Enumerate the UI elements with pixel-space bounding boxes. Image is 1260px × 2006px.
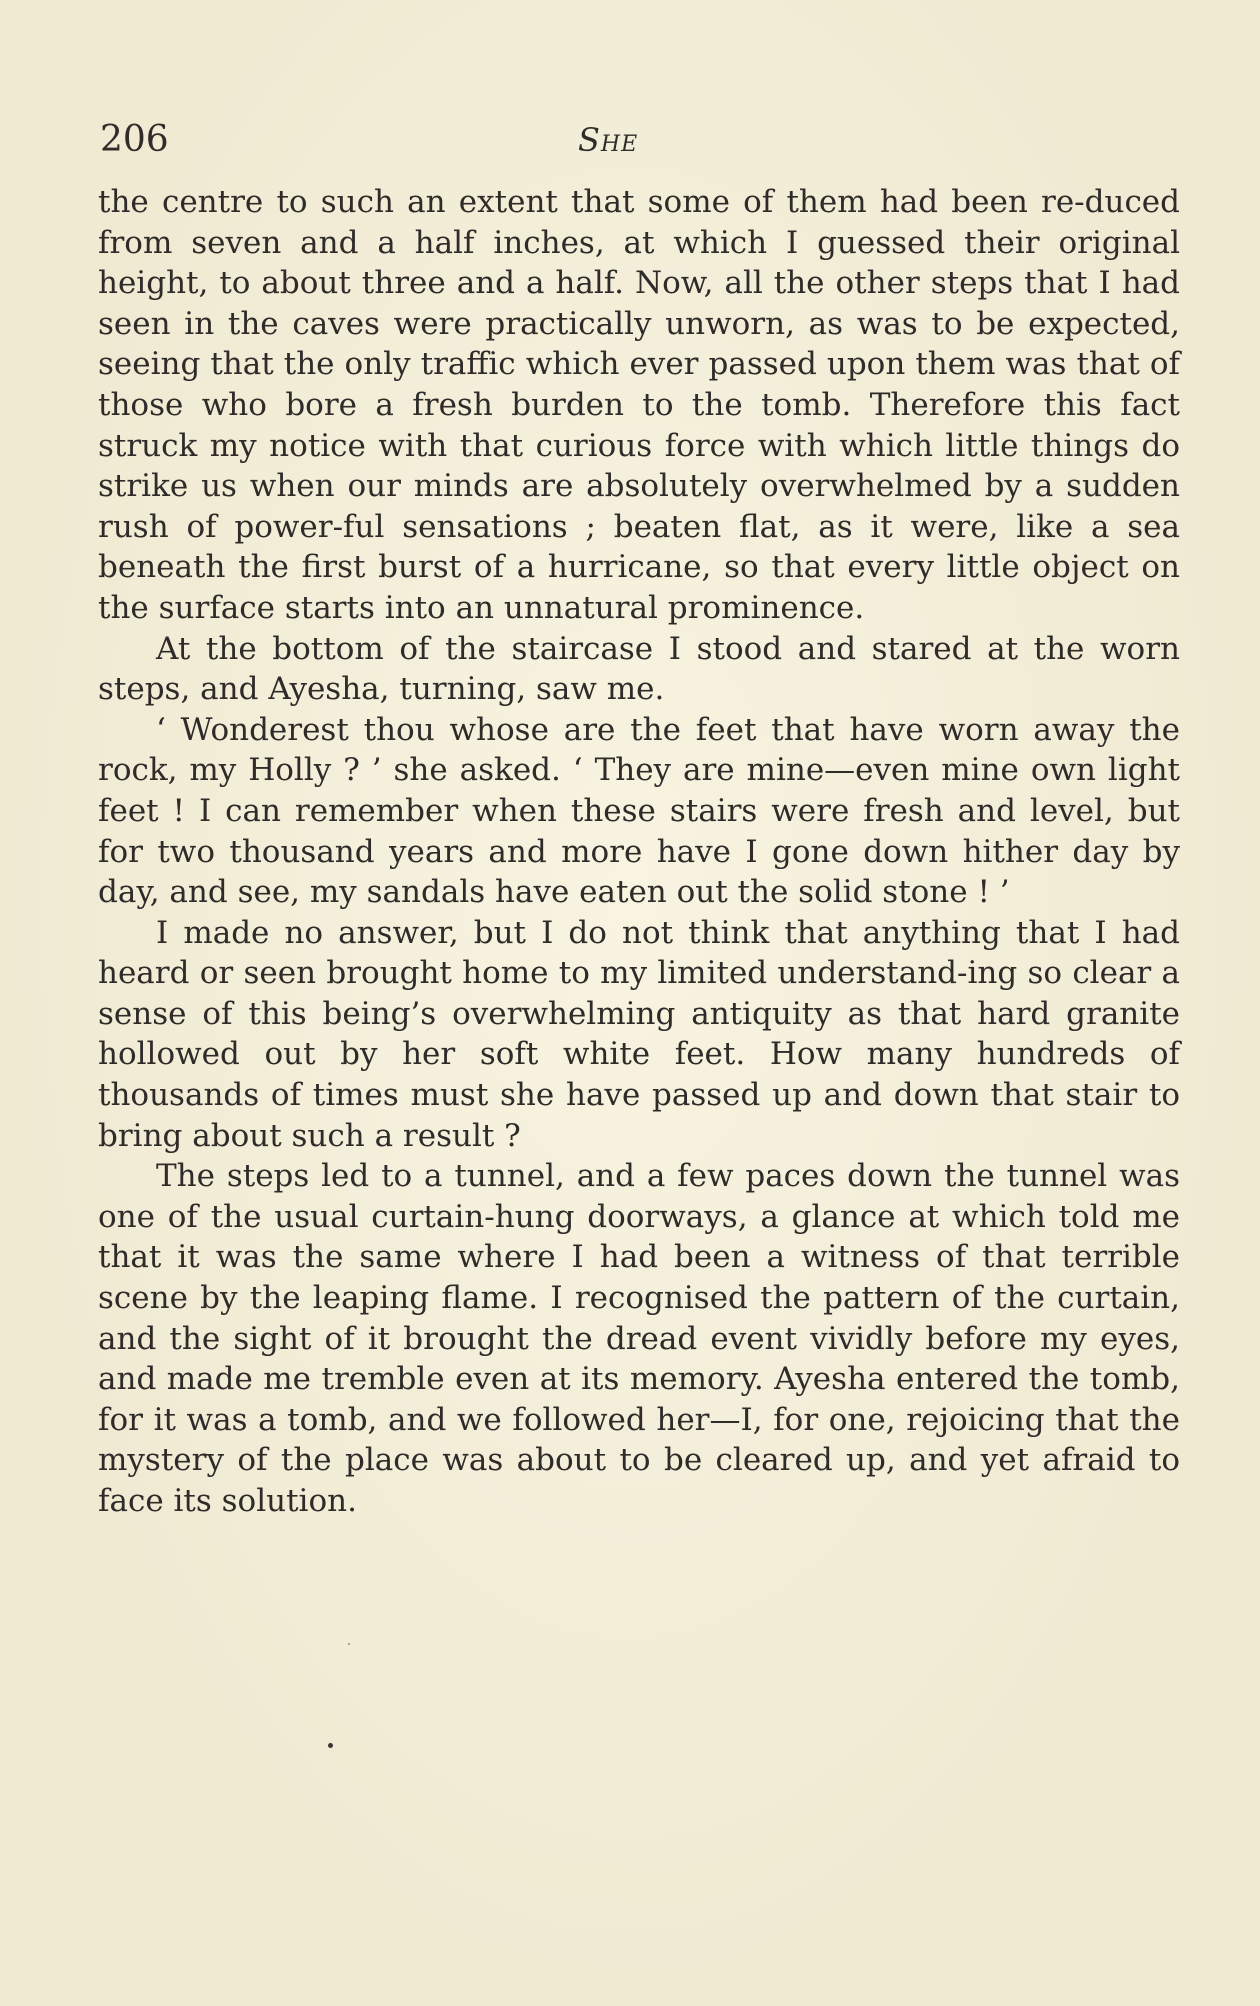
body-text — [98, 182, 1180, 1522]
paper-speck — [348, 1643, 350, 1645]
paragraph: the centre to such an extent that some of them had been re-duced from seven and a half inches, at which I guessed their original height, to about three and a half. Now, all the other steps that I had seen in the caves were practically unworn, as was to be expected, seeing that the only traffic which ever passed upon them was that of those who bore a fresh burden to the tomb. Therefore this fact struck my notice with that curious force with which little things do strike us when our minds are absolutely overwhelmed by a sudden rush of power-ful sensations ; beaten flat, as it were, like a sea beneath the first burst of a hurricane, so that every little object on the surface starts into an unnatural prominence. — [98, 184, 1180, 626]
paragraph: The steps led to a tunnel, and a few paces down the tunnel was one of the usual curtain-hung doorways, a glance at which told me that it was the same where I had been a witness of that terrible scene by the leaping flame. I recognised the pattern of the curtain, and the sight of it brought the dread event vividly before my eyes, and made me tremble even at its memory. Ayesha entered the tomb, for it was a tomb, and we followed her—I, for one, rejoicing that the mystery of the place was about to be cleared up, and yet afraid to face its solution. — [98, 1158, 1180, 1519]
page-number: 206 — [100, 119, 169, 160]
paragraph: ‘ Wonderest thou whose are the feet that have worn away the rock, my Holly ? ’ she asked. ‘ They are mine—even mine own light feet ! I can remember when these stairs were fresh and level, but for two thousand years and more have I gone down hither day by day, and see, my sandals have eaten out the solid stone ! ’ — [98, 711, 1180, 911]
running-head: She — [578, 121, 639, 159]
paragraph: I made no answer, but I do not think that anything that I had heard or seen brought home to my limited understand-ing so clear a sense of this being’s overwhelming antiquity as that hard granite hollowed out by her soft white feet. How many hundreds of thousands of times must she have passed up and down that stair to bring about such a result ? — [98, 914, 1180, 1154]
paragraph: At the bottom of the staircase I stood and stared at the worn steps, and Ayesha, turning, saw me. — [98, 630, 1180, 708]
page-header — [100, 112, 1180, 168]
paper-speck — [328, 1743, 333, 1748]
